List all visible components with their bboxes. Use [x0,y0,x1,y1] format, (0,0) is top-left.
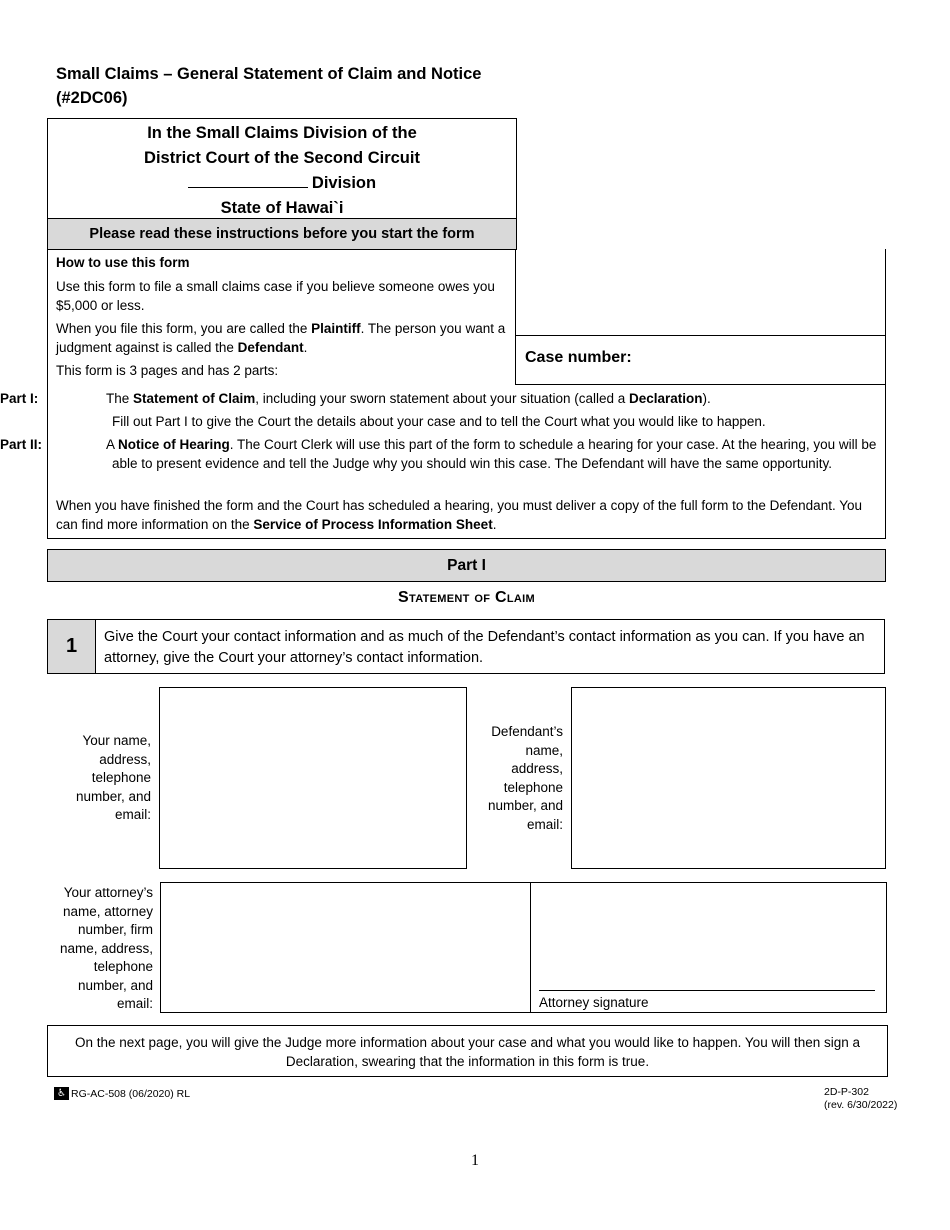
use-text: Use this form to file a small claims case if you believe someone owes you $5,000 or less. [56,279,495,313]
instructions-banner: Please read these instructions before you start the form [47,218,517,250]
case-number-label: Case number: [525,349,632,366]
attorney-signature-label: Attorney signature [539,995,649,1010]
attorney-info-field[interactable] [160,882,531,1013]
court-line2: District Court of the Second Circuit [144,149,420,167]
accessibility-icon: ♿ [54,1087,69,1100]
divider [515,249,516,336]
form-title [56,62,526,110]
footer-left [54,1087,190,1100]
signature-line [539,990,875,991]
how-to-heading: How to use this form [56,255,190,270]
step1-number: 1 [47,619,96,674]
page-number: 1 [471,1152,479,1169]
part1-description: Part I: The Statement of Claim, including your sworn statement about your situation (called a Declaration). [0,391,711,406]
form-title-line2: (#2DC06) [56,89,128,107]
court-state: State of Hawai`i [220,199,344,217]
footer-right-code: 2D-P-302 [824,1086,869,1098]
footer-left-code: RG-AC-508 (06/2020) RL [71,1087,191,1100]
defendant-info-field[interactable] [571,687,886,869]
finish-text: When you have finished the form and the Court has scheduled a hearing, you must deliver a copy of the full form to the Defendant. You can find more information on the Service of Process Information Sheet. [56,498,862,532]
statement-of-claim-heading: Statement of Claim [398,589,535,606]
next-page-note: On the next page, you will give the Judge more information about your case and what you would like to happen. You will then sign a Declaration, swearing that the information in this form is true. [47,1025,888,1077]
footer-right-rev: (rev. 6/30/2022) [824,1099,898,1111]
part2-description: Part II: A Notice of Hearing. The Court Clerk will use this part of the form to schedule a hearing for your case. At the hearing, you will be able to present evidence and tell the Judge why you should win this case. The Defendant will have the same opportunity. [0,437,877,471]
pages-text: This form is 3 pages and has 2 parts: [56,363,279,378]
attorney-signature-field[interactable] [530,882,887,1013]
your-info-label: Your name, address, telephone number, and email: [75,733,151,822]
court-division [48,171,516,196]
defendant-info-label: Defendant’s name, address, telephone number, and email: [487,724,563,832]
part1-fill-text: Fill out Part I to give the Court the details about your case and to tell the Court what you would like to happen. [112,414,766,429]
form-title-line1: Small Claims – General Statement of Claim and Notice [56,65,482,83]
step1-text: Give the Court your contact information and as much of the Defendant’s contact information as you can. If you have an attorney, give the Court your attorney’s contact information. [104,629,865,666]
case-number-box[interactable] [515,335,886,385]
division-label: Division [311,174,377,192]
file-text: When you file this form, you are called the Plaintiff. The person you want a judgment against is called the Defendant. [56,321,506,355]
division-blank-field[interactable] [188,171,308,188]
your-info-field[interactable] [159,687,467,869]
attorney-info-label: Your attorney’s name, attorney number, firm name, address, telephone number, and email: [59,885,153,1011]
footer-right [824,1086,897,1112]
part1-banner: Part I [47,549,886,582]
court-line1: In the Small Claims Division of the [147,124,417,142]
